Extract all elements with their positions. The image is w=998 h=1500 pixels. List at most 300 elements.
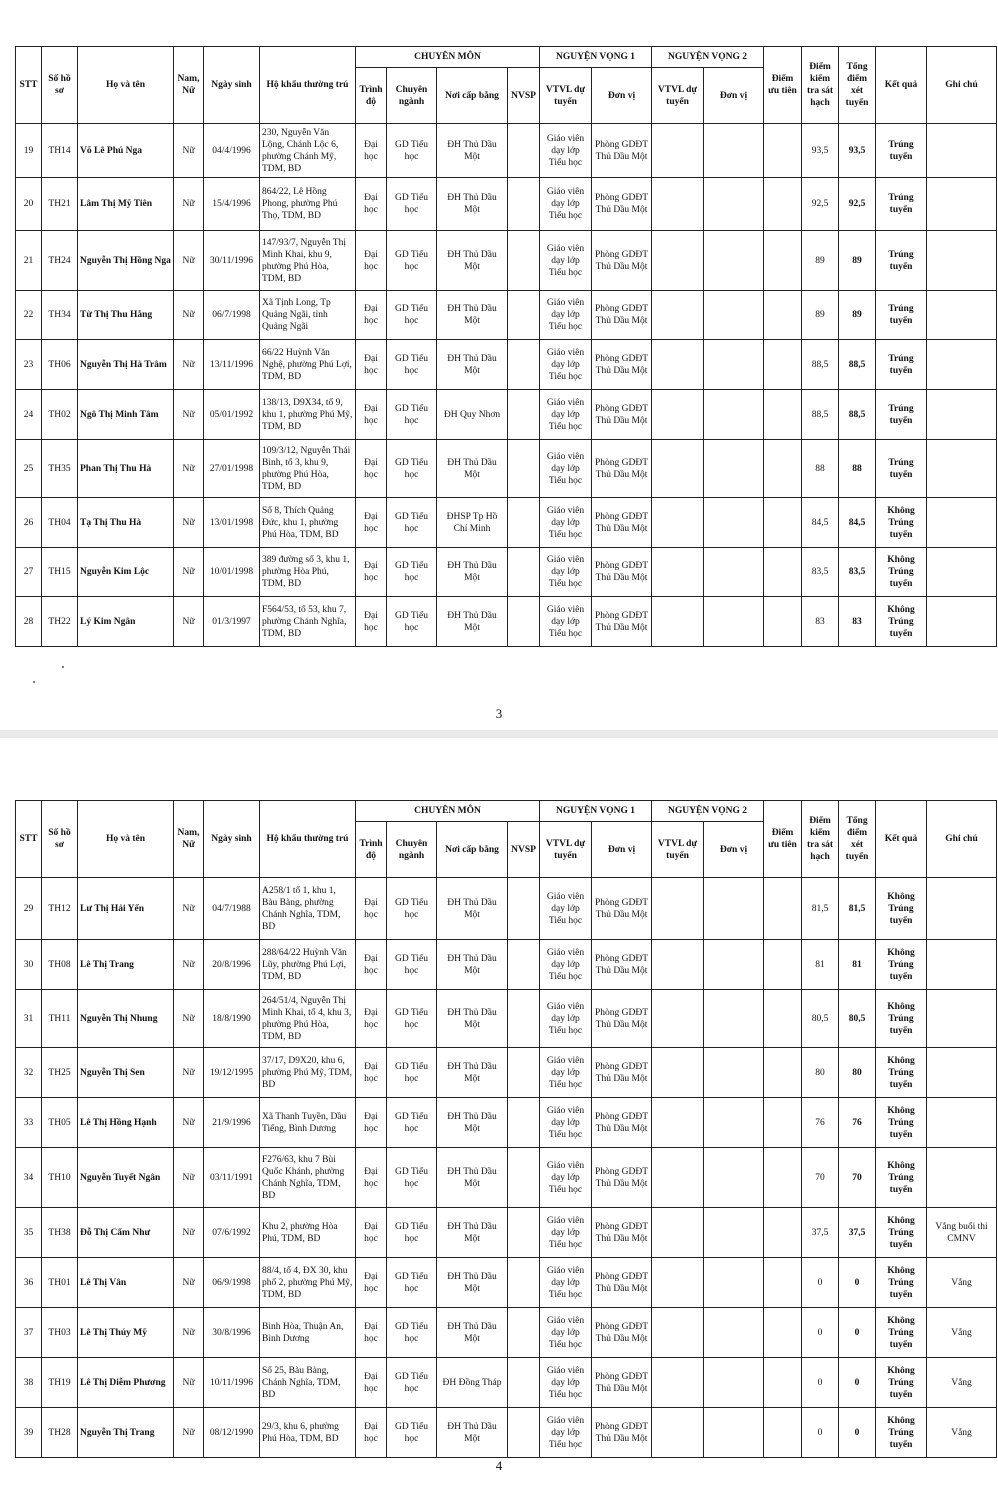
col-ho-khau: Hộ khẩu thường trú <box>260 47 356 124</box>
cell-ghi-chu <box>927 498 997 548</box>
cell-diem-uu-tien <box>764 291 802 340</box>
cell-don-vi-2 <box>704 1048 764 1098</box>
cell-vtvl-1: Giáo viên dạy lớp Tiểu học <box>540 1408 592 1458</box>
cell-nvsp <box>508 940 540 990</box>
cell-don-vi-1: Phòng GDĐT Thủ Dầu Một <box>592 1258 652 1308</box>
cell-ho-ten: Lý Kim Ngân <box>78 597 174 647</box>
cell-vtvl-2 <box>652 340 704 390</box>
cell-diem-uu-tien <box>764 1048 802 1098</box>
cell-gioi-tinh: Nữ <box>174 1258 204 1308</box>
cell-ket-qua: Không Trúng tuyển <box>876 597 927 647</box>
cell-chuyen-nganh: GD Tiểu học <box>387 1308 437 1358</box>
cell-vtvl-2 <box>652 1098 704 1148</box>
cell-gioi-tinh: Nữ <box>174 548 204 597</box>
cell-chuyen-nganh: GD Tiểu học <box>387 178 437 231</box>
cell-nvsp <box>508 878 540 940</box>
cell-chuyen-nganh: GD Tiểu học <box>387 124 437 178</box>
cell-tong-diem: 80 <box>839 1048 876 1098</box>
cell-tong-diem: 80,5 <box>839 990 876 1048</box>
cell-diem-kiem-tra: 80,5 <box>802 990 839 1048</box>
cell-stt: 19 <box>16 124 42 178</box>
cell-don-vi-2 <box>704 1258 764 1308</box>
cell-stt: 37 <box>16 1308 42 1358</box>
cell-chuyen-nganh: GD Tiểu học <box>387 1098 437 1148</box>
cell-ghi-chu <box>927 597 997 647</box>
col-diem-uu-tien: Điểm ưu tiên <box>764 47 802 124</box>
cell-don-vi-2 <box>704 1358 764 1408</box>
cell-stt: 29 <box>16 878 42 940</box>
cell-ngay-sinh: 10/01/1998 <box>204 548 260 597</box>
cell-don-vi-1: Phòng GDĐT Thủ Dầu Một <box>592 178 652 231</box>
cell-chuyen-nganh: GD Tiểu học <box>387 1258 437 1308</box>
cell-ho-ten: Lâm Thị Mỹ Tiên <box>78 178 174 231</box>
cell-diem-kiem-tra: 0 <box>802 1308 839 1358</box>
cell-ghi-chu: Vắng <box>927 1308 997 1358</box>
cell-vtvl-2 <box>652 878 704 940</box>
cell-ngay-sinh: 05/01/1992 <box>204 390 260 440</box>
cell-stt: 39 <box>16 1408 42 1458</box>
cell-nvsp <box>508 548 540 597</box>
cell-don-vi-1: Phòng GDĐT Thủ Dầu Một <box>592 440 652 498</box>
cell-tong-diem: 83 <box>839 597 876 647</box>
cell-vtvl-1: Giáo viên dạy lớp Tiểu học <box>540 597 592 647</box>
cell-so-ho-so: TH34 <box>42 291 78 340</box>
col-nvsp: NVSP <box>508 68 540 124</box>
cell-chuyen-nganh: GD Tiểu học <box>387 1048 437 1098</box>
cell-ghi-chu <box>927 990 997 1048</box>
table-row <box>16 124 997 178</box>
cell-vtvl-2 <box>652 548 704 597</box>
cell-nvsp <box>508 178 540 231</box>
cell-ket-qua: Không Trúng tuyển <box>876 1358 927 1408</box>
cell-vtvl-1: Giáo viên dạy lớp Tiểu học <box>540 291 592 340</box>
cell-vtvl-2 <box>652 1308 704 1358</box>
cell-so-ho-so: TH24 <box>42 231 78 291</box>
cell-so-ho-so: TH06 <box>42 340 78 390</box>
cell-ket-qua: Trúng tuyển <box>876 124 927 178</box>
cell-tong-diem: 89 <box>839 231 876 291</box>
cell-ngay-sinh: 04/7/1988 <box>204 878 260 940</box>
cell-ket-qua: Trúng tuyển <box>876 231 927 291</box>
cell-tong-diem: 76 <box>839 1098 876 1148</box>
cell-noi-cap-bang: ĐH Thủ Dầu Một <box>437 1098 508 1148</box>
cell-ngay-sinh: 19/12/1995 <box>204 1048 260 1098</box>
cell-diem-uu-tien <box>764 231 802 291</box>
table-body <box>16 124 997 647</box>
table-row <box>16 1258 997 1308</box>
cell-gioi-tinh: Nữ <box>174 597 204 647</box>
cell-so-ho-so: TH08 <box>42 940 78 990</box>
cell-ho-ten: Tạ Thị Thu Hà <box>78 498 174 548</box>
cell-so-ho-so: TH19 <box>42 1358 78 1408</box>
cell-diem-kiem-tra: 83,5 <box>802 548 839 597</box>
cell-stt: 31 <box>16 990 42 1048</box>
cell-don-vi-1: Phòng GDĐT Thủ Dầu Một <box>592 597 652 647</box>
cell-gioi-tinh: Nữ <box>174 940 204 990</box>
cell-stt: 24 <box>16 390 42 440</box>
cell-don-vi-1: Phòng GDĐT Thủ Dầu Một <box>592 1358 652 1408</box>
cell-diem-kiem-tra: 81 <box>802 940 839 990</box>
cell-tong-diem: 92,5 <box>839 178 876 231</box>
cell-tong-diem: 88 <box>839 440 876 498</box>
cell-nvsp <box>508 1408 540 1458</box>
cell-noi-cap-bang: ĐH Thủ Dầu Một <box>437 291 508 340</box>
cell-chuyen-nganh: GD Tiểu học <box>387 440 437 498</box>
cell-gioi-tinh: Nữ <box>174 1408 204 1458</box>
cell-diem-uu-tien <box>764 124 802 178</box>
cell-diem-uu-tien <box>764 878 802 940</box>
cell-tong-diem: 0 <box>839 1358 876 1408</box>
cell-ho-khau: 230, Nguyễn Văn Lộng, Chánh Lộc 6, phường Chánh Mỹ, TDM, BD <box>260 124 356 178</box>
cell-don-vi-2 <box>704 178 764 231</box>
cell-nvsp <box>508 291 540 340</box>
table-row <box>16 548 997 597</box>
cell-ho-khau: 147/93/7, Nguyễn Thị Minh Khai, khu 9, phường Phú Hòa, TDM, BD <box>260 231 356 291</box>
cell-ket-qua: Không Trúng tuyển <box>876 498 927 548</box>
cell-diem-kiem-tra: 81,5 <box>802 878 839 940</box>
cell-ho-ten: Nguyễn Thị Hồng Nga <box>78 231 174 291</box>
cell-so-ho-so: TH04 <box>42 498 78 548</box>
cell-tong-diem: 88,5 <box>839 390 876 440</box>
cell-ngay-sinh: 06/7/1998 <box>204 291 260 340</box>
cell-diem-kiem-tra: 76 <box>802 1098 839 1148</box>
cell-ket-qua: Không Trúng tuyển <box>876 548 927 597</box>
cell-ghi-chu <box>927 1048 997 1098</box>
col-ho-khau: Hộ khẩu thường trú <box>260 801 356 878</box>
cell-trinh-do: Đại học <box>356 1258 387 1308</box>
cell-trinh-do: Đại học <box>356 597 387 647</box>
cell-ghi-chu <box>927 940 997 990</box>
cell-ket-qua: Trúng tuyển <box>876 291 927 340</box>
cell-diem-kiem-tra: 88 <box>802 440 839 498</box>
cell-diem-kiem-tra: 93,5 <box>802 124 839 178</box>
cell-ngay-sinh: 30/8/1996 <box>204 1308 260 1358</box>
cell-so-ho-so: TH38 <box>42 1208 78 1258</box>
cell-diem-uu-tien <box>764 940 802 990</box>
cell-ket-qua: Không Trúng tuyển <box>876 1098 927 1148</box>
cell-stt: 34 <box>16 1148 42 1208</box>
cell-don-vi-2 <box>704 390 764 440</box>
cell-chuyen-nganh: GD Tiểu học <box>387 597 437 647</box>
cell-trinh-do: Đại học <box>356 1408 387 1458</box>
cell-diem-kiem-tra: 88,5 <box>802 390 839 440</box>
col-tong-diem: Tổng điểm xét tuyển <box>839 801 876 878</box>
cell-stt: 33 <box>16 1098 42 1148</box>
document-page-3 <box>0 0 998 730</box>
cell-ho-ten: Phan Thị Thu Hà <box>78 440 174 498</box>
cell-ghi-chu: Vắng <box>927 1408 997 1458</box>
cell-ho-ten: Lê Thị Thúy Mỹ <box>78 1308 174 1358</box>
cell-vtvl-2 <box>652 390 704 440</box>
group-nguyen-vong-1: NGUYỆN VỌNG 1 <box>540 801 652 822</box>
cell-chuyen-nganh: GD Tiểu học <box>387 940 437 990</box>
cell-don-vi-1: Phòng GDĐT Thủ Dầu Một <box>592 1148 652 1208</box>
cell-so-ho-so: TH28 <box>42 1408 78 1458</box>
cell-ghi-chu <box>927 878 997 940</box>
cell-ho-ten: Lê Thị Trang <box>78 940 174 990</box>
cell-vtvl-1: Giáo viên dạy lớp Tiểu học <box>540 1308 592 1358</box>
cell-tong-diem: 70 <box>839 1148 876 1208</box>
cell-diem-uu-tien <box>764 597 802 647</box>
table-header <box>16 47 997 124</box>
cell-ho-ten: Ngô Thị Minh Tâm <box>78 390 174 440</box>
cell-noi-cap-bang: ĐH Thủ Dầu Một <box>437 1408 508 1458</box>
cell-trinh-do: Đại học <box>356 878 387 940</box>
cell-vtvl-1: Giáo viên dạy lớp Tiểu học <box>540 1148 592 1208</box>
group-nguyen-vong-2: NGUYỆN VỌNG 2 <box>652 801 764 822</box>
cell-noi-cap-bang: ĐH Thủ Dầu Một <box>437 440 508 498</box>
cell-don-vi-2 <box>704 940 764 990</box>
cell-noi-cap-bang: ĐH Thủ Dầu Một <box>437 940 508 990</box>
col-trinh-do: Trình độ <box>356 68 387 124</box>
cell-don-vi-2 <box>704 1308 764 1358</box>
cell-nvsp <box>508 990 540 1048</box>
cell-diem-kiem-tra: 89 <box>802 231 839 291</box>
cell-stt: 22 <box>16 291 42 340</box>
cell-noi-cap-bang: ĐH Thủ Dầu Một <box>437 1258 508 1308</box>
cell-ngay-sinh: 27/01/1998 <box>204 440 260 498</box>
cell-noi-cap-bang: ĐH Thủ Dầu Một <box>437 597 508 647</box>
cell-nvsp <box>508 1208 540 1258</box>
table-row <box>16 440 997 498</box>
page-number: 3 <box>495 706 503 721</box>
cell-don-vi-1: Phòng GDĐT Thủ Dầu Một <box>592 1408 652 1458</box>
table-row <box>16 990 997 1048</box>
cell-tong-diem: 81,5 <box>839 878 876 940</box>
cell-vtvl-2 <box>652 940 704 990</box>
cell-noi-cap-bang: ĐH Quy Nhơn <box>437 390 508 440</box>
cell-stt: 25 <box>16 440 42 498</box>
cell-ngay-sinh: 01/3/1997 <box>204 597 260 647</box>
cell-trinh-do: Đại học <box>356 291 387 340</box>
cell-don-vi-1: Phòng GDĐT Thủ Dầu Một <box>592 990 652 1048</box>
cell-don-vi-1: Phòng GDĐT Thủ Dầu Một <box>592 1308 652 1358</box>
cell-stt: 27 <box>16 548 42 597</box>
cell-ket-qua: Trúng tuyển <box>876 440 927 498</box>
cell-chuyen-nganh: GD Tiểu học <box>387 340 437 390</box>
cell-gioi-tinh: Nữ <box>174 990 204 1048</box>
cell-ghi-chu <box>927 178 997 231</box>
cell-vtvl-1: Giáo viên dạy lớp Tiểu học <box>540 340 592 390</box>
cell-tong-diem: 0 <box>839 1408 876 1458</box>
col-don-vi-1: Đơn vị <box>592 822 652 878</box>
cell-ho-khau: 864/22, Lê Hồng Phong, phường Phú Thọ, TDM, BD <box>260 178 356 231</box>
cell-chuyen-nganh: GD Tiểu học <box>387 990 437 1048</box>
cell-gioi-tinh: Nữ <box>174 1098 204 1148</box>
cell-stt: 30 <box>16 940 42 990</box>
cell-stt: 26 <box>16 498 42 548</box>
cell-don-vi-2 <box>704 231 764 291</box>
cell-diem-kiem-tra: 92,5 <box>802 178 839 231</box>
cell-noi-cap-bang: ĐH Thủ Dầu Một <box>437 340 508 390</box>
cell-ket-qua: Không Trúng tuyển <box>876 1258 927 1308</box>
cell-nvsp <box>508 1098 540 1148</box>
cell-diem-kiem-tra: 0 <box>802 1408 839 1458</box>
cell-so-ho-so: TH22 <box>42 597 78 647</box>
col-diem-uu-tien: Điểm ưu tiên <box>764 801 802 878</box>
cell-noi-cap-bang: ĐH Thủ Dầu Một <box>437 990 508 1048</box>
cell-trinh-do: Đại học <box>356 548 387 597</box>
col-vtvl-2: VTVL dự tuyển <box>652 822 704 878</box>
cell-trinh-do: Đại học <box>356 1308 387 1358</box>
cell-vtvl-2 <box>652 1258 704 1308</box>
cell-nvsp <box>508 1308 540 1358</box>
cell-don-vi-2 <box>704 124 764 178</box>
cell-vtvl-1: Giáo viên dạy lớp Tiểu học <box>540 440 592 498</box>
cell-ngay-sinh: 10/11/1996 <box>204 1358 260 1408</box>
cell-gioi-tinh: Nữ <box>174 498 204 548</box>
cell-diem-uu-tien <box>764 440 802 498</box>
table-row <box>16 1308 997 1358</box>
cell-gioi-tinh: Nữ <box>174 231 204 291</box>
results-table-page-4 <box>15 800 997 1458</box>
cell-vtvl-1: Giáo viên dạy lớp Tiểu học <box>540 1358 592 1408</box>
cell-vtvl-1: Giáo viên dạy lớp Tiểu học <box>540 1098 592 1148</box>
cell-ho-khau: 138/13, D9X34, tổ 9, khu 1, phường Phú Mỹ, TDM, BD <box>260 390 356 440</box>
cell-noi-cap-bang: ĐH Thủ Dầu Một <box>437 1208 508 1258</box>
col-don-vi-1: Đơn vị <box>592 68 652 124</box>
col-diem-kiem-tra: Điểm kiểm tra sát hạch <box>802 801 839 878</box>
cell-don-vi-2 <box>704 548 764 597</box>
cell-vtvl-1: Giáo viên dạy lớp Tiểu học <box>540 231 592 291</box>
cell-diem-kiem-tra: 70 <box>802 1148 839 1208</box>
cell-vtvl-2 <box>652 498 704 548</box>
cell-ket-qua: Không Trúng tuyển <box>876 1048 927 1098</box>
table-row <box>16 340 997 390</box>
cell-ket-qua: Không Trúng tuyển <box>876 1148 927 1208</box>
cell-nvsp <box>508 1258 540 1308</box>
cell-vtvl-2 <box>652 1208 704 1258</box>
cell-ket-qua: Trúng tuyển <box>876 390 927 440</box>
cell-ho-khau: 88/4, tổ 4, ĐX 30, khu phố 2, phường Phú Mỹ, TDM, BD <box>260 1258 356 1308</box>
cell-ghi-chu: Vắng <box>927 1258 997 1308</box>
group-nguyen-vong-1: NGUYỆN VỌNG 1 <box>540 47 652 68</box>
cell-nvsp <box>508 231 540 291</box>
cell-chuyen-nganh: GD Tiểu học <box>387 1358 437 1408</box>
cell-ket-qua: Không Trúng tuyển <box>876 1408 927 1458</box>
table-row <box>16 498 997 548</box>
cell-vtvl-1: Giáo viên dạy lớp Tiểu học <box>540 390 592 440</box>
cell-diem-kiem-tra: 83 <box>802 597 839 647</box>
cell-ho-ten: Nguyễn Kim Lộc <box>78 548 174 597</box>
cell-stt: 21 <box>16 231 42 291</box>
cell-diem-uu-tien <box>764 498 802 548</box>
cell-so-ho-so: TH10 <box>42 1148 78 1208</box>
cell-don-vi-1: Phòng GDĐT Thủ Dầu Một <box>592 340 652 390</box>
cell-diem-uu-tien <box>764 1098 802 1148</box>
col-ghi-chu: Ghi chú <box>927 801 997 878</box>
cell-diem-uu-tien <box>764 1258 802 1308</box>
cell-don-vi-2 <box>704 1148 764 1208</box>
cell-stt: 38 <box>16 1358 42 1408</box>
cell-ket-qua: Không Trúng tuyển <box>876 878 927 940</box>
cell-don-vi-1: Phòng GDĐT Thủ Dầu Một <box>592 498 652 548</box>
cell-don-vi-2 <box>704 340 764 390</box>
col-trinh-do: Trình độ <box>356 822 387 878</box>
cell-noi-cap-bang: ĐH Thủ Dầu Một <box>437 231 508 291</box>
cell-gioi-tinh: Nữ <box>174 124 204 178</box>
col-tong-diem: Tổng điểm xét tuyển <box>839 47 876 124</box>
cell-chuyen-nganh: GD Tiểu học <box>387 231 437 291</box>
cell-don-vi-1: Phòng GDĐT Thủ Dầu Một <box>592 548 652 597</box>
cell-ho-ten: Từ Thị Thu Hằng <box>78 291 174 340</box>
table-row <box>16 1148 997 1208</box>
cell-gioi-tinh: Nữ <box>174 1358 204 1408</box>
col-nvsp: NVSP <box>508 822 540 878</box>
cell-trinh-do: Đại học <box>356 231 387 291</box>
cell-diem-uu-tien <box>764 390 802 440</box>
col-so-ho-so: Số hồ sơ <box>42 801 78 878</box>
cell-ket-qua: Trúng tuyển <box>876 178 927 231</box>
cell-ghi-chu <box>927 340 997 390</box>
table-row <box>16 597 997 647</box>
col-stt: STT <box>16 801 42 878</box>
cell-diem-kiem-tra: 80 <box>802 1048 839 1098</box>
cell-so-ho-so: TH11 <box>42 990 78 1048</box>
cell-ghi-chu <box>927 548 997 597</box>
cell-tong-diem: 0 <box>839 1308 876 1358</box>
col-ket-qua: Kết quả <box>876 801 927 878</box>
cell-ghi-chu <box>927 124 997 178</box>
cell-vtvl-1: Giáo viên dạy lớp Tiểu học <box>540 1048 592 1098</box>
cell-tong-diem: 93,5 <box>839 124 876 178</box>
cell-ket-qua: Không Trúng tuyển <box>876 1208 927 1258</box>
cell-vtvl-1: Giáo viên dạy lớp Tiểu học <box>540 1258 592 1308</box>
col-nam-nu: Nam, Nữ <box>174 47 204 124</box>
cell-diem-uu-tien <box>764 1408 802 1458</box>
cell-tong-diem: 37,5 <box>839 1208 876 1258</box>
results-table-page-3 <box>15 46 997 647</box>
table-row <box>16 940 997 990</box>
col-noi-cap-bang: Nơi cấp bằng <box>437 68 508 124</box>
cell-ho-ten: Lê Thị Hồng Hạnh <box>78 1098 174 1148</box>
cell-ho-khau: 389 đường số 3, khu 1, phường Hòa Phú, TDM, BD <box>260 548 356 597</box>
cell-ngay-sinh: 03/11/1991 <box>204 1148 260 1208</box>
cell-don-vi-2 <box>704 878 764 940</box>
cell-ho-khau: Số 8, Thích Quảng Đức, khu 1, phường Phú Hòa, TDM, BD <box>260 498 356 548</box>
cell-trinh-do: Đại học <box>356 1358 387 1408</box>
cell-trinh-do: Đại học <box>356 1148 387 1208</box>
cell-tong-diem: 83,5 <box>839 548 876 597</box>
table-row <box>16 1358 997 1408</box>
cell-ho-ten: Nguyễn Thị Sen <box>78 1048 174 1098</box>
cell-so-ho-so: TH05 <box>42 1098 78 1148</box>
cell-diem-uu-tien <box>764 548 802 597</box>
cell-diem-uu-tien <box>764 340 802 390</box>
cell-diem-kiem-tra: 84,5 <box>802 498 839 548</box>
cell-ket-qua: Không Trúng tuyển <box>876 1308 927 1358</box>
cell-ghi-chu <box>927 440 997 498</box>
cell-tong-diem: 81 <box>839 940 876 990</box>
cell-chuyen-nganh: GD Tiểu học <box>387 390 437 440</box>
cell-diem-kiem-tra: 0 <box>802 1358 839 1408</box>
cell-don-vi-1: Phòng GDĐT Thủ Dầu Một <box>592 940 652 990</box>
cell-ho-ten: Võ Lê Phú Nga <box>78 124 174 178</box>
cell-ghi-chu: Vắng buổi thi CMNV <box>927 1208 997 1258</box>
cell-ho-khau: 264/51/4, Nguyễn Thị Minh Khai, tổ 4, khu 3, phường Phú Hòa, TDM, BD <box>260 990 356 1048</box>
col-chuyen-nganh: Chuyên ngành <box>387 68 437 124</box>
table-row <box>16 291 997 340</box>
cell-trinh-do: Đại học <box>356 440 387 498</box>
cell-ghi-chu <box>927 390 997 440</box>
col-don-vi-2: Đơn vị <box>704 822 764 878</box>
cell-noi-cap-bang: ĐH Thủ Dầu Một <box>437 548 508 597</box>
cell-nvsp <box>508 597 540 647</box>
cell-ket-qua: Không Trúng tuyển <box>876 990 927 1048</box>
cell-gioi-tinh: Nữ <box>174 291 204 340</box>
cell-diem-uu-tien <box>764 178 802 231</box>
cell-ket-qua: Trúng tuyển <box>876 340 927 390</box>
